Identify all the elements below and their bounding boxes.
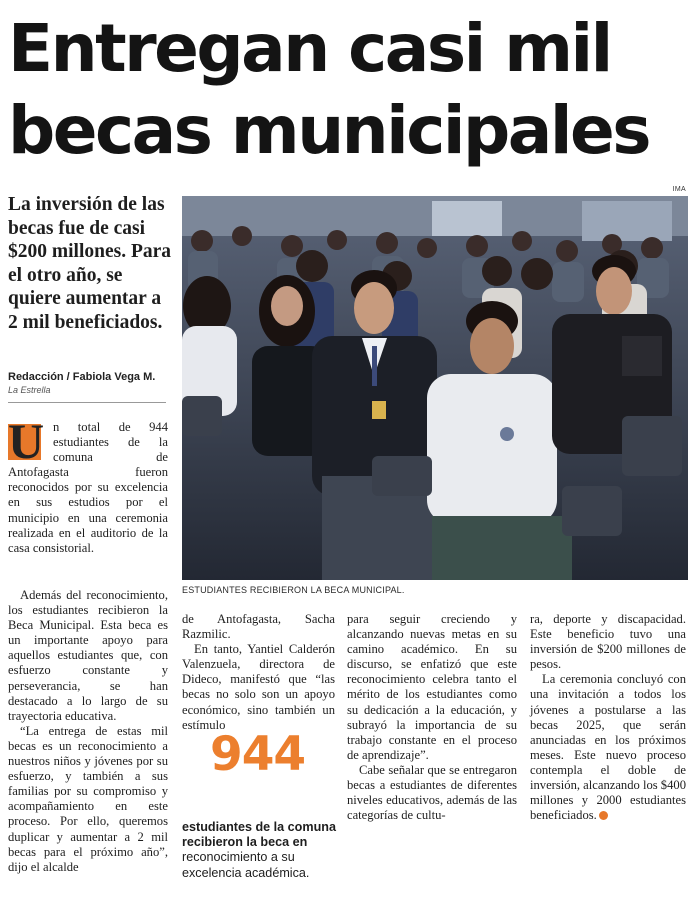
byline — [8, 370, 166, 396]
paragraph: para seguir creciendo y alcanzando nuevas metas en su camino académico. En su discurso, se enfatizó que este reconocimiento celebra tanto el mérito de los estudiantes como su dedicación a la educación, y subrayó la importancia de su trabajo constante en el proceso de aprendizaje”. — [347, 612, 517, 762]
body-column-2 — [182, 612, 335, 733]
body-column-4 — [530, 612, 686, 823]
paragraph: En tanto, Yantiel Calderón Valenzuela, directora de Dideco, manifestó que “las becas no solo son un apoyo económico, sino también un estímulo — [182, 642, 335, 732]
headline: Entregan casi mil becas municipales — [8, 10, 649, 169]
deck-summary: La inversión de las becas fue de casi $200 millones. Para el otro año, se quiere aumentar a 2 mil beneficiados. — [8, 194, 172, 333]
paragraph: La ceremonia concluyó con una invitación a todos los jóvenes a postularse a las becas 2025, que serán anunciadas en los próximos meses. Este nuevo proceso contempla el doble de inversión, alcanzando los $400 millones y 2000 estudiantes beneficiados. — [530, 672, 686, 823]
byline-author: Redacción / Fabiola Vega M. — [8, 371, 156, 383]
end-mark-icon — [599, 811, 608, 820]
byline-outlet: La Estrella — [8, 385, 51, 395]
lead-paragraph: n total de 944 estudiantes de la comuna de Antofagasta fueron reconocidos por su excelencia en sus estudios por el municipio en una ceremonia realizada en el auditorio de la casa consistorial. — [8, 420, 168, 555]
factbox-regular-text: reconocimiento a su excelencia académica. — [182, 850, 310, 880]
byline-divider — [8, 402, 166, 403]
factbox-number: 944 — [210, 727, 306, 782]
paragraph: Cabe señalar que se entregaron becas a estudiantes de diferentes niveles educativos, además de las categorías de cultu- — [347, 762, 517, 823]
factbox-bold-text: estudiantes de la comuna recibieron la beca en — [182, 820, 336, 850]
dropcap-letter: U — [8, 413, 45, 469]
students-photo-illustration — [182, 196, 688, 580]
news-photo — [182, 196, 688, 580]
body-column-1-lead — [8, 413, 168, 556]
paragraph: de Antofagasta, Sacha Razmilic. — [182, 612, 335, 642]
body-column-3 — [347, 612, 517, 823]
paragraph: Además del reconocimiento, los estudiantes recibieron la Beca Municipal. Esta beca es un importante apoyo para aquellos estudiantes que, con esfuerzo constante y perseverancia, se han destacado a lo largo de su trayectoria educativa. — [8, 588, 168, 723]
photo-caption: ESTUDIANTES RECIBIERON LA BECA MUNICIPAL. — [182, 585, 405, 595]
dropcap — [8, 413, 47, 469]
photo-credit: IMA — [672, 186, 686, 193]
factbox-text — [182, 820, 338, 881]
paragraph: “La entrega de estas mil becas es un reconocimiento a nuestros niños y jóvenes por su esfuerzo, y también a sus familias por su compromiso y acompañamiento en este proceso. Por ello, queremos duplicar y aumentar a 2 mil becas para el próximo año”, dijo el alcalde — [8, 723, 168, 874]
body-column-1 — [8, 588, 168, 875]
paragraph: ra, deporte y discapacidad. Este beneficio tuvo una inversión de $200 millones de pesos. — [530, 612, 686, 672]
